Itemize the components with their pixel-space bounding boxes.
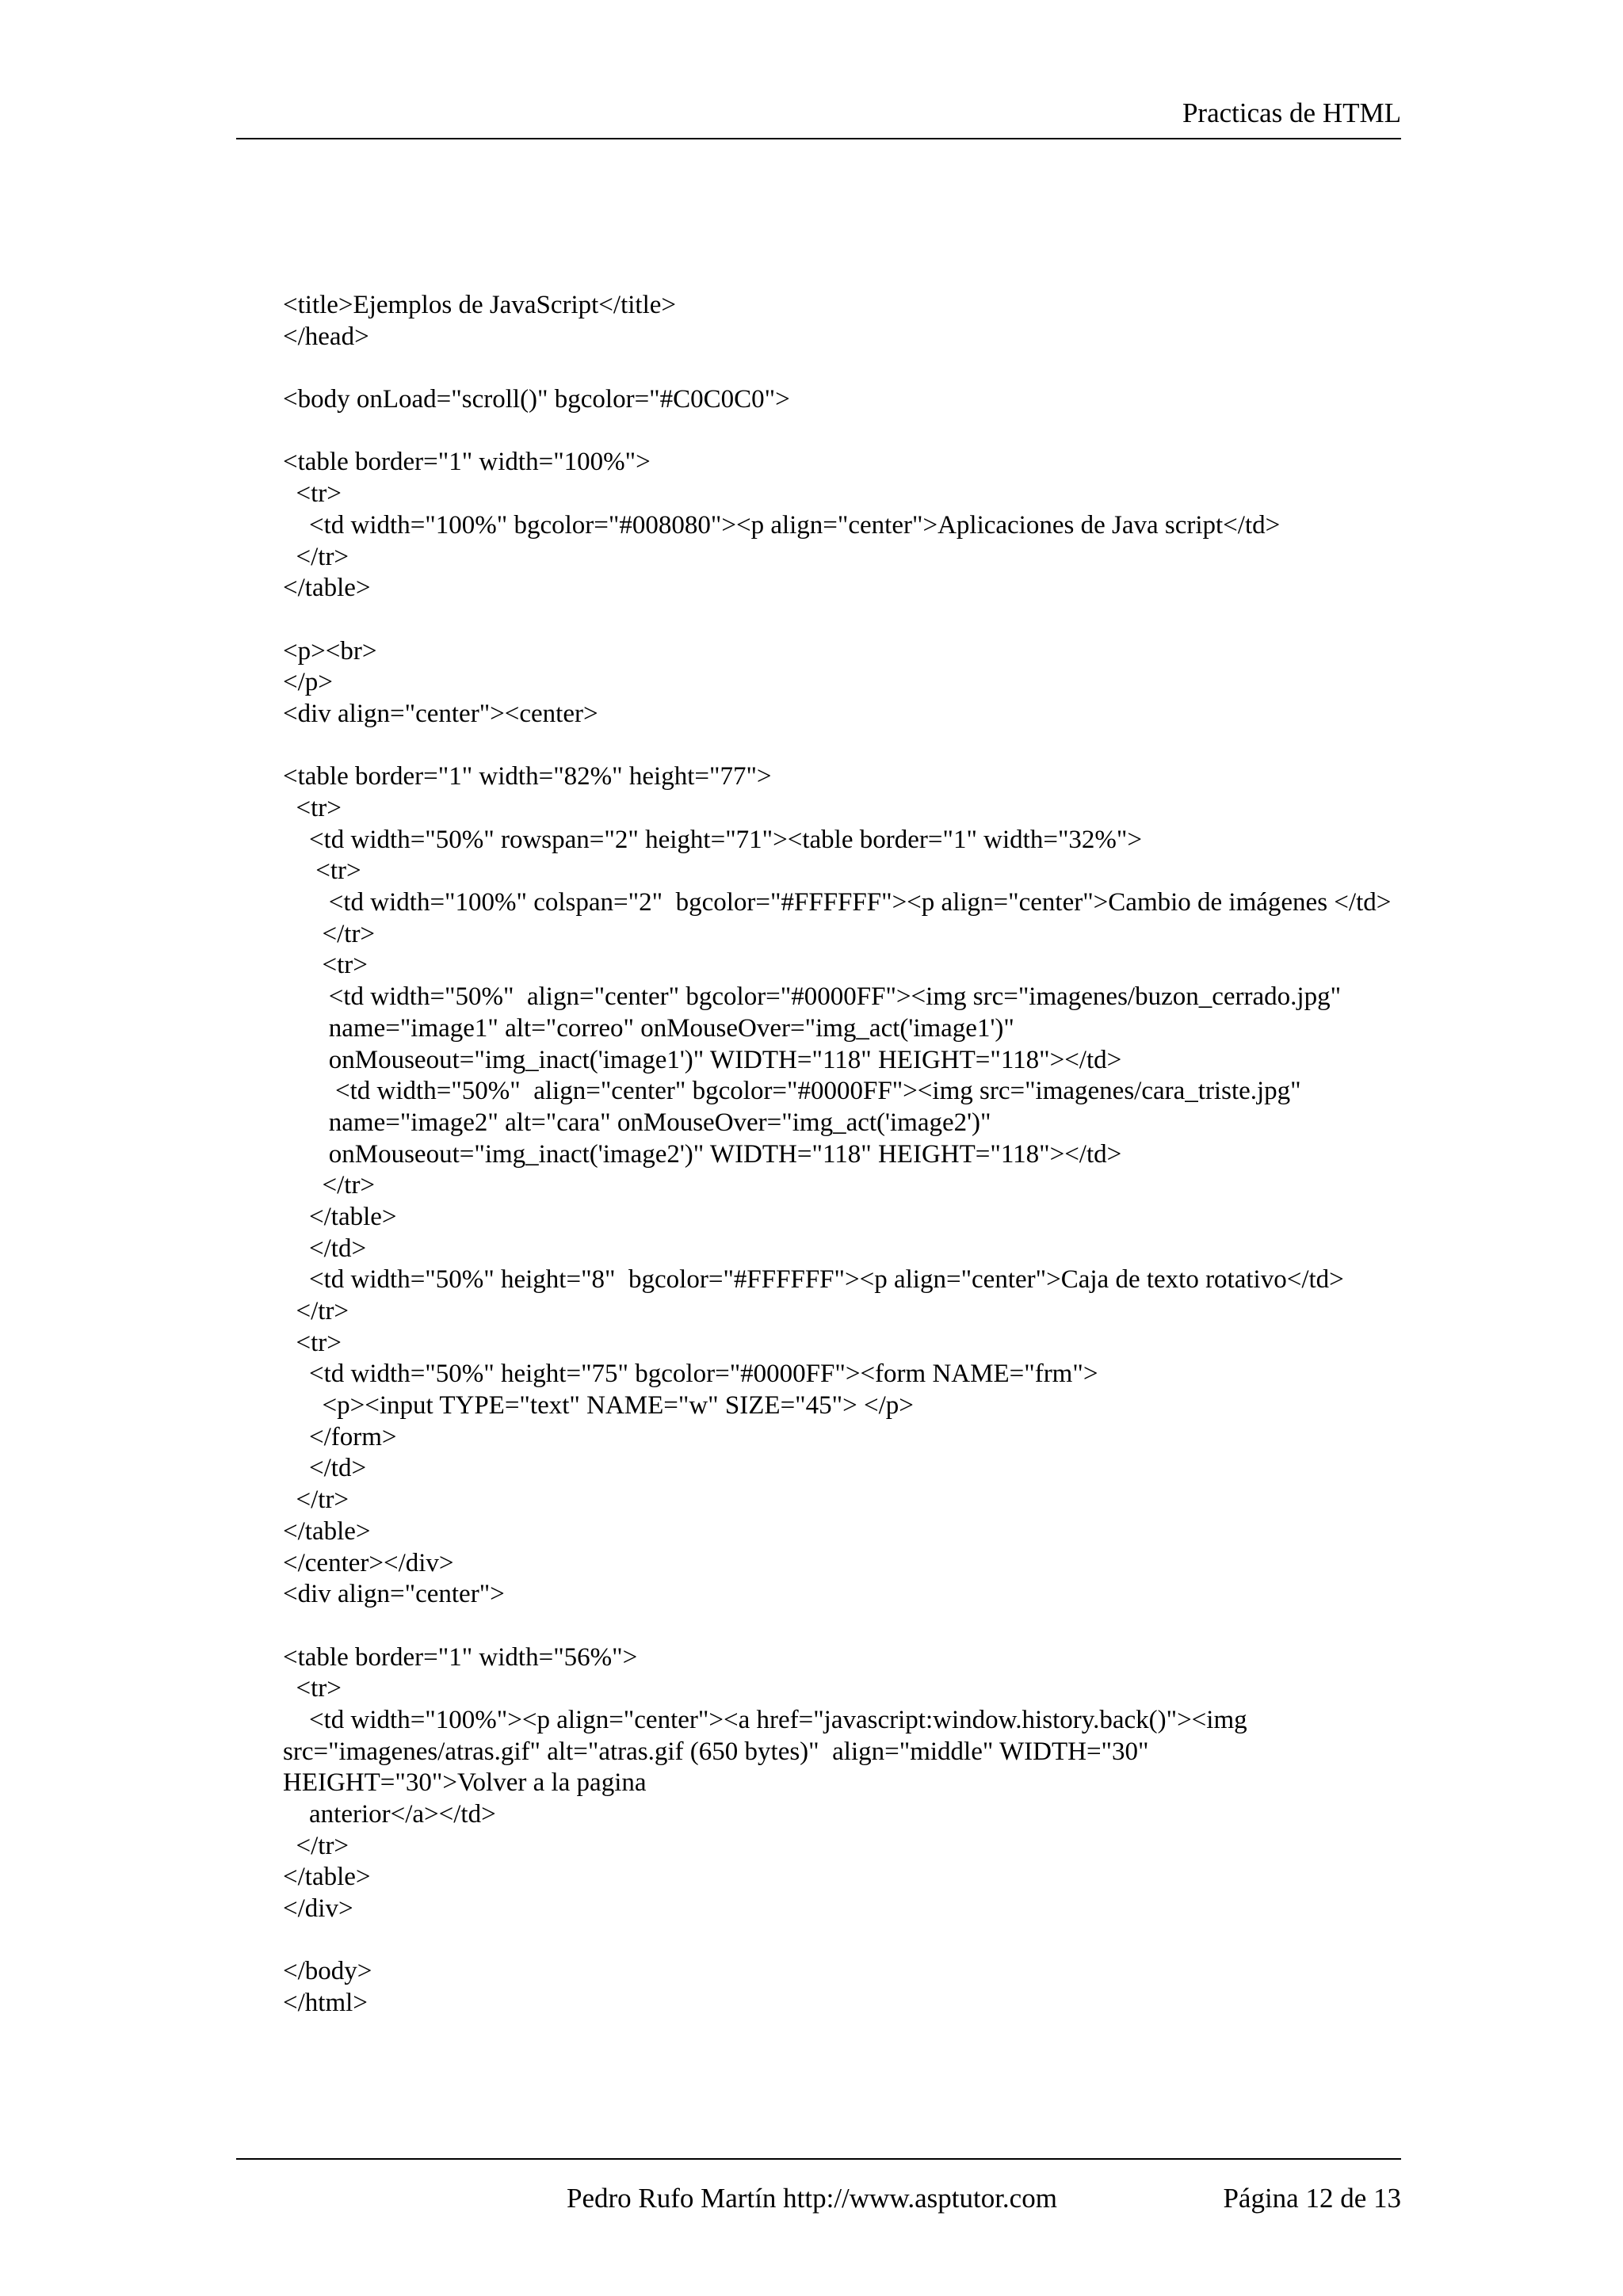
code-line: <td width="100%"><p align="center"><a href="javascript:window.history.back()"><img: [283, 1705, 1247, 1734]
code-line: src="imagenes/atras.gif" alt="atras.gif (650 bytes)" align="middle" WIDTH="30": [283, 1737, 1149, 1766]
code-line: <table border="1" width="56%">: [283, 1642, 638, 1672]
code-line: </form>: [283, 1422, 397, 1451]
code-line: onMouseout="img_inact('image1')" WIDTH="118" HEIGHT="118"></td>: [283, 1045, 1122, 1074]
code-line: [283, 730, 1472, 762]
code-line: [283, 353, 1472, 384]
code-line: name="image2" alt="cara" onMouseOver="img_act('image2')": [283, 1108, 991, 1137]
code-line: </body>: [283, 1957, 372, 1986]
code-line: anterior</a></td>: [283, 1800, 496, 1829]
code-line: <div align="center">: [283, 1580, 505, 1609]
code-line: onMouseout="img_inact('image2')" WIDTH="118" HEIGHT="118"></td>: [283, 1139, 1122, 1169]
code-line: <title>Ejemplos de JavaScript</title>: [283, 291, 677, 319]
code-line: <tr>: [283, 856, 361, 886]
code-line: <body onLoad="scroll()" bgcolor="#C0C0C0">: [283, 385, 790, 414]
code-line: <div align="center"><center>: [283, 699, 598, 728]
code-line: </tr>: [283, 1297, 349, 1325]
page-header-title: Practicas de HTML: [1182, 97, 1401, 128]
code-line: [283, 1611, 1472, 1642]
code-line: [283, 1925, 1472, 1957]
code-line: <td width="100%" colspan="2" bgcolor="#FFFFFF"><p align="center">Cambio de imágenes </td>: [283, 888, 1392, 917]
footer-rule: [236, 2158, 1401, 2160]
code-line: </p>: [283, 668, 333, 697]
code-line: <td width="50%" height="8" bgcolor="#FFFFFF"><p align="center">Caja de texto rotativo</td>: [283, 1265, 1344, 1295]
code-line: <tr>: [283, 951, 368, 980]
code-line: <tr>: [283, 1328, 342, 1357]
code-line: </table>: [283, 1202, 397, 1231]
code-line: </table>: [283, 574, 371, 603]
code-line: name="image1" alt="correo" onMouseOver="img_act('image1')": [283, 1013, 1014, 1043]
code-line: <p><br>: [283, 636, 377, 666]
code-line: HEIGHT="30">Volver a la pagina: [283, 1768, 647, 1798]
code-line: [283, 416, 1472, 448]
code-line: <td width="100%" bgcolor="#008080"><p align="center">Aplicaciones de Java script</td>: [283, 510, 1281, 540]
code-line: <p><input TYPE="text" NAME="w" SIZE="45"> </p>: [283, 1391, 914, 1421]
code-line: </table>: [283, 1516, 371, 1546]
code-line: </center></div>: [283, 1548, 454, 1577]
code-line: </td>: [283, 1454, 367, 1483]
code-line: <td width="50%" height="75" bgcolor="#0000FF"><form NAME="frm">: [283, 1360, 1098, 1389]
code-line: </tr>: [283, 1486, 349, 1515]
code-line: <td width="50%" align="center" bgcolor="#0000FF"><img src="imagenes/cara_triste.jpg": [283, 1077, 1301, 1106]
footer-author: Pedro Rufo Martín http://www.asptutor.com: [567, 2183, 1057, 2214]
code-line: <tr>: [283, 479, 342, 509]
code-listing: [283, 290, 1472, 2019]
code-line: <table border="1" width="100%">: [283, 448, 651, 477]
code-line: </html>: [283, 1989, 368, 2018]
code-line: </div>: [283, 1894, 353, 1924]
code-line: <tr>: [283, 794, 342, 822]
code-line: </table>: [283, 1863, 371, 1892]
header-rule: [236, 138, 1401, 139]
code-line: </tr>: [283, 542, 349, 571]
code-line: <td width="50%" align="center" bgcolor="#0000FF"><img src="imagenes/buzon_cerrado.jpg": [283, 982, 1342, 1012]
code-line: <td width="50%" rowspan="2" height="71"><table border="1" width="32%">: [283, 825, 1142, 854]
code-line: <tr>: [283, 1674, 342, 1703]
code-line: </td>: [283, 1234, 367, 1263]
code-line: </tr>: [283, 1171, 376, 1200]
code-line: [283, 605, 1472, 636]
code-line: </tr>: [283, 1831, 349, 1860]
code-line: <table border="1" width="82%" height="77">: [283, 762, 772, 791]
code-line: </head>: [283, 322, 369, 351]
code-line: </tr>: [283, 919, 376, 948]
page-number: Página 12 de 13: [1223, 2183, 1401, 2214]
